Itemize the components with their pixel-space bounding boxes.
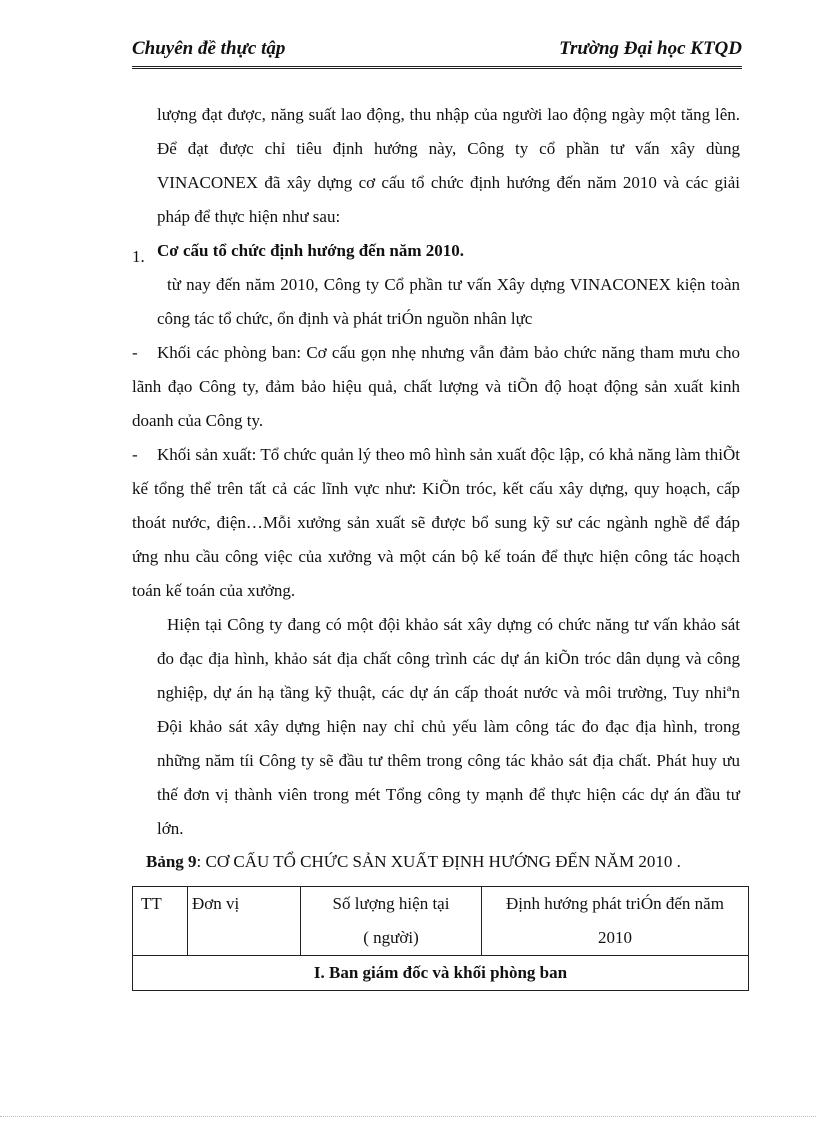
document-body: [132, 98, 740, 846]
section-number: 1.: [132, 247, 145, 266]
header-unit-text: Đơn vị: [192, 894, 240, 913]
bullet-departments-text: Khối các phòng ban: Cơ cấu gọn nhẹ nhưng vẫn đảm bảo chức năng tham mưu cho lãnh đạo Công ty, đảm bảo hiệu quả, chất lượng và tiÕn độ hoạt động sản xuất kinh doanh của Công ty.: [132, 343, 740, 430]
bullet-dash: -: [132, 343, 138, 362]
paragraph-overview: từ nay đến năm 2010, Công ty Cổ phần tư vấn Xây dựng VINACONEX kiện toàn công tác tổ chức, ổn định và phát triÓn nguồn nhân lực: [157, 275, 740, 328]
header-current-count-line1: Số lượng hiện tại: [332, 894, 450, 913]
organization-table: [132, 886, 749, 991]
section-heading: [132, 234, 740, 268]
table-caption-text: : CƠ CẤU TỔ CHỨC SẢN XUẤT ĐỊNH HƯỚNG ĐẾN NĂM 2010 .: [196, 852, 681, 871]
paragraph-survey: Hiện tại Công ty đang có một đội khảo sát xây dựng có chức năng tư vấn khảo sát đo đạc địa hình, khảo sát địa chất công trình các dự án kiÕn tróc dân dụng và công nghiệp, dự án hạ tầng kỹ thuật, các dự án cấp thoát nước và môi trường, Tuy nhiªn Đội khảo sát xây dựng hiện nay chỉ chủ yếu làm công tác đo đạc địa hình, trong những năm tíi Công ty sẽ đầu tư thêm trong công tác khảo sát địa chất. Phát huy ưu thế đơn vị thành viên trong mét Tổng công ty mạnh để thực hiện các dự án đầu tư lớn.: [157, 615, 740, 838]
header-target: [482, 887, 749, 956]
header-current-count-line2: ( người): [363, 928, 419, 947]
header-left-title: Chuyên đề thực tập: [132, 38, 286, 59]
header-unit: [188, 887, 301, 956]
page-header: [132, 36, 742, 69]
header-target-line2: 2010: [598, 928, 632, 947]
bullet-production-text: Khối sản xuất: Tổ chức quản lý theo mô hình sản xuất độc lập, có khả năng làm thiÕt kế tổng thể trên tất cả các lĩnh vực như: KiÕn tróc, kết cấu xây dựng, quy hoạch, cấp thoát nước, điện…Mỗi xưởng sản xuất sẽ được bổ sung kỹ sư các ngành nghề để đáp ứng nhu cầu công việc của xưởng và một cán bộ kế toán để thực hiện công tác hoạch toán kế toán của xưởng.: [132, 445, 740, 600]
page-bottom-border: [0, 1116, 816, 1117]
header-current-count: [301, 887, 482, 956]
section-heading-text: Cơ cấu tổ chức định hướng đến năm 2010.: [157, 241, 465, 260]
header-right-title: Trường Đại học KTQD: [559, 38, 742, 59]
table-caption-label: Bảng 9: [146, 852, 197, 871]
table-header-row: [133, 887, 749, 956]
header-tt-text: TT: [141, 894, 162, 913]
table-caption: [146, 852, 681, 872]
header-tt: [133, 887, 188, 956]
section-row-cell: I. Ban giám đốc và khối phòng ban: [133, 956, 749, 991]
table-section-row: [133, 956, 749, 991]
bullet-production: [132, 438, 740, 608]
paragraph-intro: lượng đạt được, năng suất lao động, thu nhập của người lao động ngày một tăng lên. Để đạt được chỉ tiêu định hướng này, Công ty cổ phần tư vấn xây dùng VINACONEX đã xây dựng cơ cấu tổ chức định hướng đến năm 2010 và các giải pháp để thực hiện như sau:: [157, 105, 740, 226]
bullet-dash: -: [132, 445, 138, 464]
header-target-line1: Định hướng phát triÓn đến năm: [506, 894, 724, 913]
bullet-departments: [132, 336, 740, 438]
